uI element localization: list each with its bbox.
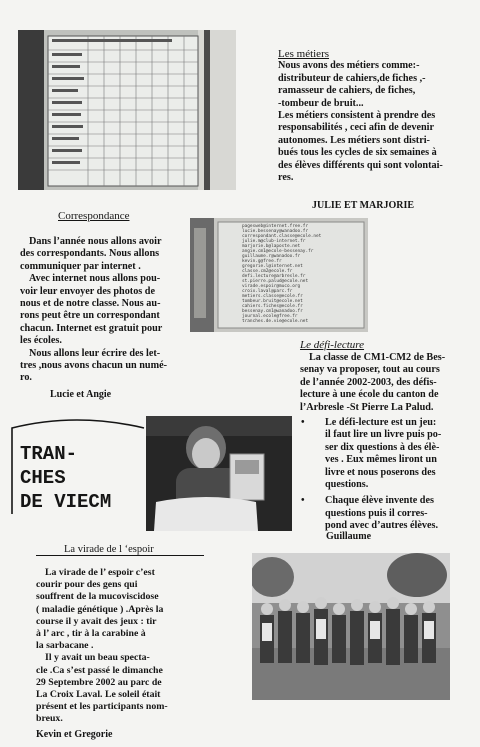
- email-list-line: journal.ecole@free.fr: [242, 314, 298, 319]
- correspondance-line: des correspondants. Nous allons: [20, 248, 160, 260]
- email-list-line: virade.espoir@muco.org: [242, 284, 301, 289]
- email-list-line: lucie.bessenay@wanadoo.fr: [242, 229, 309, 234]
- correspondance-line: ro.: [20, 372, 32, 384]
- email-list-line: correspondant.classe@ecole.net: [242, 234, 322, 239]
- virade-line: la sarbacane .: [36, 640, 94, 652]
- email-list-line: classe.cm2@ecole.fr: [242, 269, 293, 274]
- class-chart-photo: [18, 30, 236, 190]
- girl-reading-photo: [146, 416, 292, 531]
- virade-line: 29 Septembre 2002 au parc de: [36, 676, 162, 688]
- email-list: [242, 224, 362, 324]
- metiers-title: Les métiers: [278, 48, 330, 60]
- correspondance-line: Avec internet nous allons pou-: [29, 273, 161, 285]
- correspondance-line: nous et de notre classe. Nous au-: [20, 298, 161, 310]
- email-list-line: tranches.de.vie@ecole.net: [242, 319, 309, 324]
- email-list-line: metiers.classe@ecole.fr: [242, 294, 303, 299]
- virade-line: La virade de l’ espoir c’est: [45, 567, 155, 578]
- virade-line: La Croix Laval. Le soleil était: [36, 689, 161, 701]
- defi-bullet-line: Le défi-lecture est un jeu:: [325, 417, 437, 428]
- metiers-line: autonomes. Les métiers sont distri-: [278, 134, 430, 146]
- defi-bullet-line: ves . Eux mêmes liront un: [325, 454, 437, 466]
- girl-reading-illustration: [146, 416, 292, 531]
- email-list-line: marjorie.b@laposte.net: [242, 244, 301, 249]
- virade-line: Il y avait un beau specta-: [45, 652, 150, 664]
- email-list-line: bessenay.cm1@wanadoo.fr: [242, 309, 303, 314]
- metiers-line: distributeur de cahiers,de fiches ,-: [278, 72, 426, 84]
- defi-bullet: [299, 495, 464, 532]
- email-list-line: julie.m@club-internet.fr: [242, 239, 306, 244]
- metiers-body: [278, 60, 458, 184]
- email-list-line: cahiers.fiches@ecole.fr: [242, 304, 303, 309]
- defi-intro-line: senay va proposer, tout au cours: [300, 364, 440, 376]
- correspondance-line: rons peut être un correspondant: [20, 310, 160, 322]
- defi-intro-line: l’Arbresle -St Pierre La Palud.: [300, 401, 434, 413]
- correspondance-line: voir leur envoyer des photos de: [20, 285, 155, 297]
- class-chart-illustration: [18, 30, 236, 190]
- metiers-line: bués tous les cycles de six semaines à: [278, 147, 437, 159]
- correspondance-line: Nous allons leur écrire des let-: [29, 347, 161, 359]
- virade-title: La virade de l ‘espoir: [64, 544, 154, 555]
- section-title: [20, 442, 111, 514]
- email-list-line: gregorie.l@internet.net: [242, 264, 303, 269]
- correspondance-line: tres ,nous avons chacun un numé-: [20, 360, 167, 372]
- defi-intro-line: lecture à une école du canton de: [300, 389, 439, 401]
- virade-title-rule: [36, 555, 204, 556]
- correspondance-signature: Lucie et Angie: [50, 389, 112, 400]
- metiers-article: [278, 48, 458, 184]
- defi-bullet-line: questions puis il corres-: [325, 507, 428, 519]
- email-list-line: guillaume.r@wanadoo.fr: [242, 254, 301, 259]
- computer-screen-photo: [190, 218, 368, 332]
- correspondance-line: communiquer par internet .: [20, 260, 141, 272]
- virade-article: [36, 567, 196, 726]
- email-list-line: croix.laval@parc.fr: [242, 289, 293, 294]
- defi-bullet-line: pond avec d’autres élèves.: [325, 520, 438, 532]
- correspondance-line: chacun. Internet est gratuit pour: [20, 322, 163, 334]
- correspondance-article: [20, 236, 190, 385]
- email-list-line: pagesweb@internet.free.fr: [242, 224, 309, 229]
- virade-line: breux.: [36, 713, 63, 725]
- defi-bullet-line: Chaque élève invente des: [325, 495, 434, 507]
- bullet-icon: •: [301, 495, 305, 507]
- metiers-signature: JULIE ET MARJORIE: [312, 200, 415, 211]
- defi-title: Le défi-lecture: [300, 339, 365, 351]
- email-list-line: angie.cm1@ecole-bessenay.fr: [242, 249, 314, 254]
- virade-line: cle .Ca s’est passé le dimanche: [36, 664, 163, 676]
- virade-line: à l’ arc , tir à la carabine à: [36, 628, 146, 640]
- virade-signature: Kevin et Gregorie: [36, 729, 113, 740]
- metiers-line: des élèves différents qui sont volontai-: [278, 159, 443, 171]
- metiers-line: Les métiers consistent à prendre des: [278, 110, 436, 122]
- metiers-line: Nous avons des métiers comme:-: [278, 60, 420, 72]
- section-title-line: CHES: [20, 467, 66, 489]
- defi-bullet-line: ser dix questions à des élè-: [325, 441, 440, 453]
- email-list-line: tombeur.bruit@ecole.net: [242, 299, 303, 304]
- virade-line: ( maladie génétique ) .Après la: [36, 603, 164, 615]
- correspondance-line: les écoles.: [20, 335, 62, 347]
- virade-line: souffrent de la mucoviscidose: [36, 591, 159, 603]
- metiers-line: responsabilités , ceci afin de devenir: [278, 122, 435, 134]
- defi-bullet: [299, 417, 464, 491]
- virade-line: présent et les participants nom-: [36, 701, 168, 713]
- defi-article: [300, 352, 460, 414]
- defi-signature: Guillaume: [326, 531, 372, 542]
- metiers-line: ramasseur de cahiers, de fiches,: [278, 85, 416, 97]
- defi-intro-line: La classe de CM1-CM2 de Bes-: [309, 352, 446, 363]
- metiers-line: -tombeur de bruit...: [278, 97, 364, 109]
- children-group-photo: [252, 553, 450, 700]
- bullet-icon: •: [301, 417, 305, 428]
- defi-bullet-line: il faut lire un livre puis po-: [325, 429, 442, 441]
- correspondance-title: Correspondance: [58, 210, 130, 222]
- defi-intro-line: de l’année 2002-2003, des défis-: [300, 376, 437, 388]
- email-list-line: kevin.g@free.fr: [242, 259, 282, 264]
- virade-line: course il y avait des jeux : tir: [36, 615, 157, 627]
- children-group-illustration: [252, 553, 450, 700]
- defi-bullet-line: questions.: [325, 479, 369, 491]
- email-list-line: st.pierre.palud@ecole.net: [242, 279, 309, 284]
- virade-line: courir pour des gens qui: [36, 579, 138, 591]
- defi-bullet-line: livre et nous poserons des: [325, 466, 436, 478]
- defi-bullets: [299, 417, 464, 533]
- correspondance-line: Dans l’année nous allons avoir: [29, 236, 162, 247]
- email-list-line: defi.lecture@arbresle.fr: [242, 274, 306, 279]
- section-title-line: TRAN-: [20, 443, 78, 465]
- section-title-line: DE VIECM: [20, 491, 112, 513]
- metiers-line: res.: [278, 172, 294, 184]
